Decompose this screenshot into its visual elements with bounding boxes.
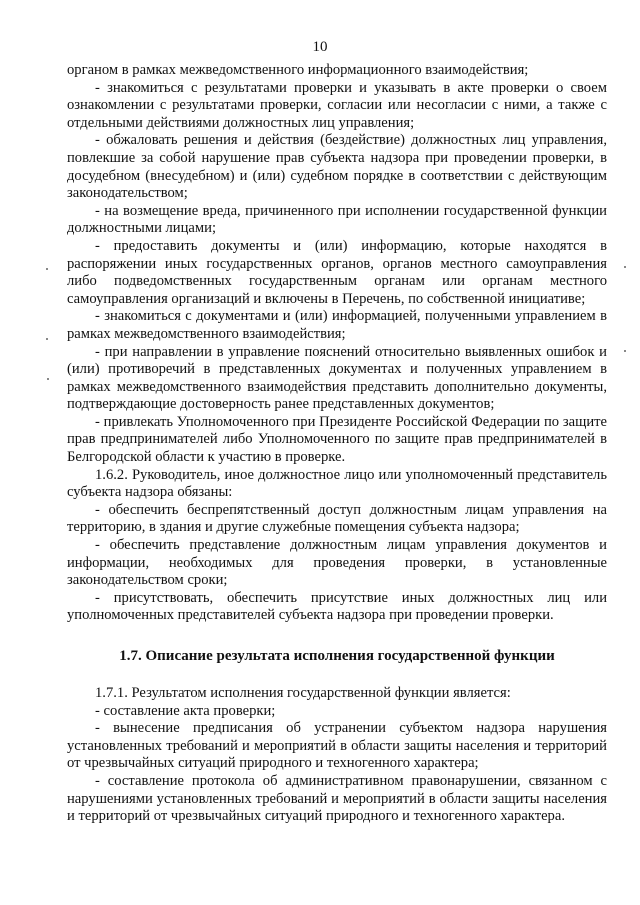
- scan-speck: [47, 378, 49, 380]
- page-number: 10: [312, 39, 328, 55]
- section-heading: 1.7. Описание результата исполнения государственной функции: [119, 648, 555, 664]
- scan-speck: [624, 266, 626, 268]
- paragraph-results-0: 1.7.1. Результатом исполнения государственной функции является:: [95, 685, 511, 701]
- paragraph-rights-7: - привлекать Уполномоченного при Президенте Российской Федерации по защите прав предпринимателей либо Уполномоченного по защите прав предпринимателей в Белгородской области к участию в проверке.: [67, 413, 607, 466]
- paragraph-results-1: - составление акта проверки;: [95, 702, 276, 719]
- paragraph-rights-2: - обжаловать решения и действия (бездействие) должностных лиц управления, повлекшие за собой нарушение прав субъекта надзора при проведении проверки, в досудебном (внесудебном) и (или) судебном порядке в соответствии с действующим законодательством;: [67, 132, 607, 202]
- scan-speck: [624, 350, 626, 352]
- paragraph-rights-0: органом в рамках межведомственного информационного взаимодействия;: [67, 62, 529, 78]
- paragraph-obligations-0: 1.6.2. Руководитель, иное должностное лицо или уполномоченный представитель субъекта надзора обязаны:: [67, 466, 607, 501]
- paragraph-rights-5: - знакомиться с документами и (или) информацией, полученными управлением в рамках межведомственного взаимодействия;: [67, 308, 607, 342]
- scan-speck: [46, 268, 48, 270]
- paragraph-obligations-2: - обеспечить представление должностным лицам управления документов и информации, необходимых для проведения проверки, в установленные законодательством сроки;: [67, 537, 607, 589]
- paragraph-obligations-1: - обеспечить беспрепятственный доступ должностным лицам управления на территорию, в здания и другие служебные помещения субъекта надзора;: [67, 501, 607, 536]
- paragraph-rights-4: - предоставить документы и (или) информацию, которые находятся в распоряжении иных государственных органов, органов местного самоуправления либо подведомственных государственным органам или органам местного самоуправления организаций и включены в Перечень, по собственной инициативе;: [67, 237, 607, 307]
- paragraph-results-2: - вынесение предписания об устранении субъектом надзора нарушения установленных требований и мероприятий в области защиты населения и территорий от чрезвычайных ситуаций природного и техногенного характера;: [67, 720, 607, 772]
- document-body: [67, 62, 607, 826]
- paragraph-obligations-3: - присутствовать, обеспечить присутствие иных должностных лиц или уполномоченных представителей субъекта надзора при проведении проверки.: [67, 589, 607, 624]
- paragraph-rights-3: - на возмещение вреда, причиненного при исполнении государственной функции должностными лицами;: [67, 202, 607, 237]
- paragraph-rights-6: - при направлении в управление пояснений относительно выявленных ошибок и (или) противоречий в представленных документах и полученных управлением в рамках межведомственного взаимодействия представить дополнительно документы, подтверждающие достоверность ранее представленных документов;: [67, 343, 607, 413]
- paragraph-rights-1: - знакомиться с результатами проверки и указывать в акте проверки о своем ознакомлении с результатами проверки, согласии или несогласии с ними, а также с отдельными действиями должностных лиц управления;: [67, 79, 607, 131]
- paragraph-results-3: - составление протокола об административном правонарушении, связанном с нарушениями установленных требований и мероприятий в области защиты населения и территорий от чрезвычайных ситуаций природного и техногенного характера.: [67, 772, 607, 825]
- scan-speck: [46, 338, 48, 340]
